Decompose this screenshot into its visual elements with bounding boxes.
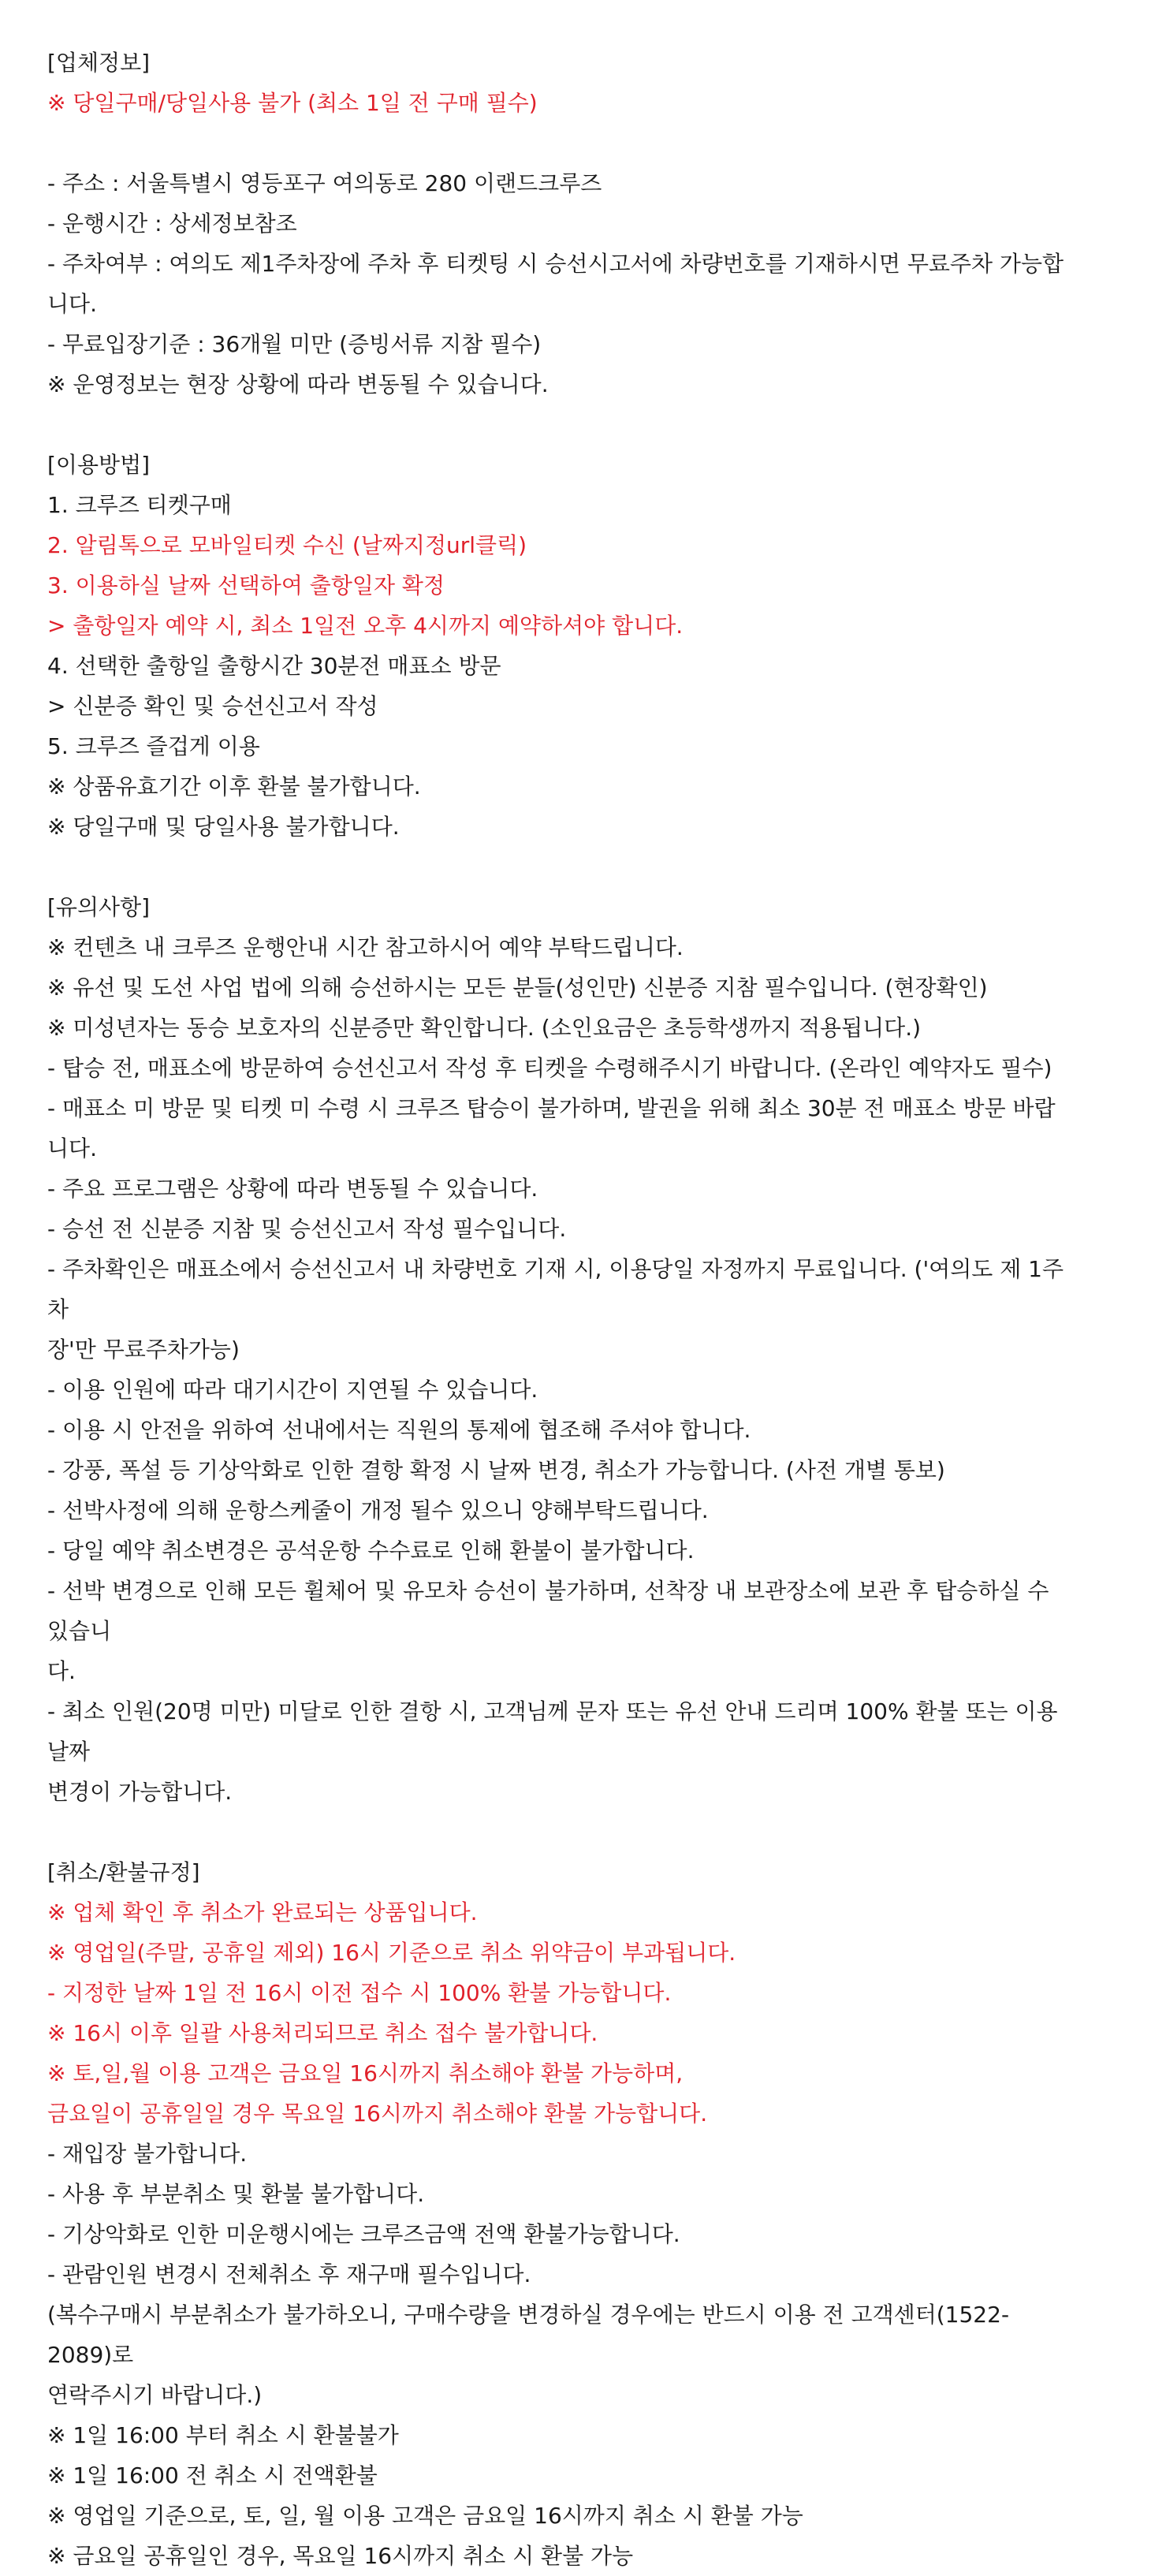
highlight-line: 2. 알림톡으로 모바일티켓 수신 (날짜지정url클릭) [47, 532, 527, 558]
text-line: ※ 상품유효기간 이후 환불 불가합니다. [47, 774, 421, 800]
text-line: ※ 1일 16:00 전 취소 시 전액환불 [47, 2462, 378, 2488]
text-line: ※ 미성년자는 동승 보호자의 신분증만 확인합니다. (소인요금은 초등학생까지 적용됩니다.) [47, 1015, 922, 1041]
text-line: 4. 선택한 출항일 출항시간 30분전 매표소 방문 [47, 653, 501, 679]
highlight-line: ※ 당일구매/당일사용 불가 (최소 1일 전 구매 필수) [47, 90, 538, 116]
text-line: - 선박 변경으로 인해 모든 휠체어 및 유모차 승선이 불가하며, 선착장 내 보관장소에 보관 후 탑승하실 수 있습니 [47, 1578, 1056, 1644]
text-line: - 주차확인은 매표소에서 승선신고서 내 차량번호 기재 시, 이용당일 자정까지 무료입니다. ('여의도 제 1주차 [47, 1256, 1064, 1322]
text-line: ※ 유선 및 도선 사업 법에 의해 승선하시는 모든 분들(성인만) 신분증 지참 필수입니다. (현장확인) [47, 975, 988, 1001]
text-line: - 이용 시 안전을 위하여 선내에서는 직원의 통제에 협조해 주셔야 합니다. [47, 1417, 751, 1443]
text-line: 다. [47, 1658, 76, 1684]
text-line: - 주소 : 서울특별시 영등포구 여의동로 280 이랜드크루즈 [47, 170, 602, 196]
text-line: - 운행시간 : 상세정보참조 [47, 211, 297, 237]
text-line: - 최소 인원(20명 미만) 미달로 인한 결항 시, 고객님께 문자 또는 유선 안내 드리며 100% 환불 또는 이용날짜 [47, 1698, 1058, 1765]
highlight-line: 3. 이용하실 날짜 선택하여 출항일자 확정 [47, 572, 445, 598]
text-line: - 주요 프로그램은 상황에 따라 변동될 수 있습니다. [47, 1176, 538, 1202]
text-line: 장'만 무료주차가능) [47, 1336, 240, 1363]
text-line: - 선박사정에 의해 운항스케줄이 개정 될수 있으니 양해부탁드립니다. [47, 1497, 709, 1523]
section-heading: [유의사항] [47, 894, 151, 920]
notice-document [47, 43, 1072, 2576]
section-heading: [취소/환불규정] [47, 1859, 200, 1885]
text-line: 연락주시기 바랍니다.) [47, 2382, 263, 2408]
text-line: - 탑승 전, 매표소에 방문하여 승선신고서 작성 후 티켓을 수령해주시기 바랍니다. (온라인 예약자도 필수) [47, 1055, 1052, 1081]
text-line: (복수구매시 부분취소가 불가하오니, 구매수량을 변경하실 경우에는 반드시 이용 전 고객센터(1522-2089)로 [47, 2302, 1010, 2368]
text-line: - 이용 인원에 따라 대기시간이 지연될 수 있습니다. [47, 1377, 538, 1403]
text-line: 변경이 가능합니다. [47, 1779, 233, 1805]
text-line: ※ 금요일 공휴일인 경우, 목요일 16시까지 취소 시 환불 가능 [47, 2543, 634, 2569]
text-line: - 재입장 불가합니다. [47, 2141, 248, 2167]
text-line: 1. 크루즈 티켓구매 [47, 492, 232, 518]
text-line: - 사용 후 부분취소 및 환불 불가합니다. [47, 2181, 425, 2207]
text-line: ※ 운영정보는 현장 상황에 따라 변동될 수 있습니다. [47, 371, 549, 397]
text-line: ※ 영업일 기준으로, 토, 일, 월 이용 고객은 금요일 16시까지 취소 시 환불 가능 [47, 2503, 803, 2529]
highlight-line: ※ 토,일,월 이용 고객은 금요일 16시까지 취소해야 환불 가능하며, [47, 2060, 684, 2086]
highlight-line: ※ 영업일(주말, 공휴일 제외) 16시 기준으로 취소 위약금이 부과됩니다. [47, 1940, 736, 1966]
text-line: - 기상악화로 인한 미운행시에는 크루즈금액 전액 환불가능합니다. [47, 2221, 680, 2247]
blank-line [47, 123, 1072, 163]
text-line: - 당일 예약 취소변경은 공석운항 수수료로 인해 환불이 불가합니다. [47, 1538, 695, 1564]
text-line: - 관람인원 변경시 전체취소 후 재구매 필수입니다. [47, 2261, 531, 2287]
highlight-line: - 지정한 날짜 1일 전 16시 이전 접수 시 100% 환불 가능합니다. [47, 1980, 672, 2006]
section-heading: [이용방법] [47, 452, 151, 478]
section-heading: [업체정보] [47, 50, 151, 76]
text-line: - 무료입장기준 : 36개월 미만 (증빙서류 지참 필수) [47, 331, 542, 357]
text-line: ※ 컨텐츠 내 크루즈 운행안내 시간 참고하시어 예약 부탁드립니다. [47, 934, 684, 960]
text-line: - 강풍, 폭설 등 기상악화로 인한 결항 확정 시 날짜 변경, 취소가 가능합니다. (사전 개별 통보) [47, 1457, 945, 1483]
text-line: - 매표소 미 방문 및 티켓 미 수령 시 크루즈 탑승이 불가하며, 발권을 위해 최소 30분 전 매표소 방문 바랍니다. [47, 1095, 1056, 1161]
blank-line [47, 404, 1072, 445]
text-line: ※ 당일구매 및 당일사용 불가합니다. [47, 814, 400, 840]
highlight-line: ※ 16시 이후 일괄 사용처리되므로 취소 접수 불가합니다. [47, 2020, 598, 2046]
highlight-line: ※ 업체 확인 후 취소가 완료되는 상품입니다. [47, 1899, 478, 1925]
text-line: 5. 크루즈 즐겁게 이용 [47, 733, 260, 759]
text-line: ※ 1일 16:00 부터 취소 시 환불불가 [47, 2422, 399, 2448]
blank-line [47, 847, 1072, 887]
text-line: - 승선 전 신분증 지참 및 승선신고서 작성 필수입니다. [47, 1216, 567, 1242]
text-line: - 주차여부 : 여의도 제1주차장에 주차 후 티켓팅 시 승선시고서에 차량번호를 기재하시면 무료주차 가능합니다. [47, 251, 1064, 317]
highlight-line: 금요일이 공휴일일 경우 목요일 16시까지 취소해야 환불 가능합니다. [47, 2101, 708, 2127]
text-line: > 신분증 확인 및 승선신고서 작성 [47, 693, 378, 719]
blank-line [47, 1812, 1072, 1852]
highlight-line: > 출항일자 예약 시, 최소 1일전 오후 4시까지 예약하셔야 합니다. [47, 613, 684, 639]
